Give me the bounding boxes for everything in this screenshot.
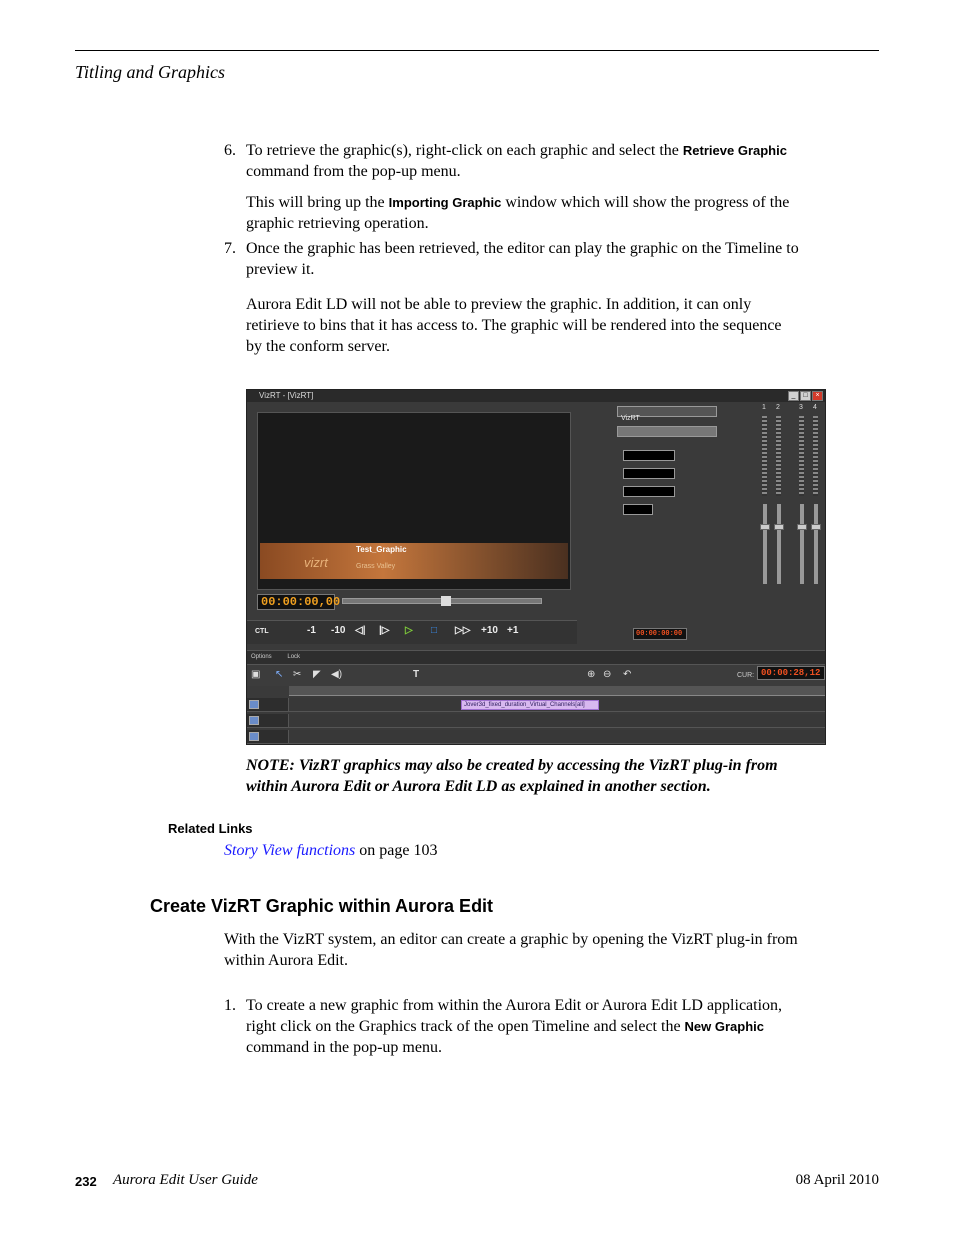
note-text: NOTE: VizRT graphics may also be created by accessing the VizRT plug-in from within Aurora Edit or Aurora Edit LD as explained in another section. bbox=[246, 757, 778, 795]
step-6-number: 6. bbox=[224, 142, 236, 159]
zoom-out-icon[interactable]: ⊖ bbox=[603, 669, 612, 680]
scrub-handle[interactable] bbox=[441, 596, 451, 606]
timeline-clip[interactable]: Jover3d_fixed_duration_Virtual_Channels[all] bbox=[461, 700, 599, 710]
fader-knob[interactable] bbox=[760, 524, 770, 530]
vizrt-logo: vizrt bbox=[304, 555, 328, 570]
video-track[interactable] bbox=[247, 714, 825, 728]
graphic-subtitle: Grass Valley bbox=[356, 563, 396, 570]
window-title: VizRT - [VizRT] bbox=[259, 391, 314, 400]
vizrt-name-field[interactable] bbox=[617, 406, 717, 422]
fader-knob[interactable] bbox=[797, 524, 807, 530]
graphics-track[interactable] bbox=[247, 698, 825, 712]
mark-out-button[interactable]: |▷ bbox=[379, 625, 390, 636]
fader-track bbox=[763, 504, 767, 584]
preview-viewer bbox=[257, 412, 571, 590]
fader-track bbox=[814, 504, 818, 584]
transport-bar bbox=[247, 620, 577, 644]
vgr-field[interactable] bbox=[623, 504, 653, 515]
mark-in-button[interactable]: ◁| bbox=[355, 625, 366, 636]
maximize-icon[interactable]: □ bbox=[800, 391, 811, 401]
out-timecode-field[interactable] bbox=[623, 468, 675, 479]
importing-text-before: This will bring up the bbox=[246, 194, 389, 211]
meter-label-4: 4 bbox=[813, 404, 817, 411]
small-timecode: 00:00:00:00 bbox=[633, 628, 687, 640]
select-tool-icon[interactable]: ↖ bbox=[275, 669, 284, 680]
save-icon[interactable]: ▣ bbox=[251, 669, 261, 680]
step-back-1-button[interactable]: -1 bbox=[307, 625, 316, 636]
step-1-text-before: To create a new graphic from within the Aurora Edit or Aurora Edit LD application, right click on the Graphics track of the open Timeline and select the bbox=[246, 997, 783, 1035]
step-1-text-after: command in the pop-up menu. bbox=[246, 1039, 442, 1056]
step-forward-10-button[interactable]: +10 bbox=[481, 625, 498, 636]
track-header bbox=[247, 714, 289, 727]
timeline-toolbar bbox=[247, 664, 825, 686]
importing-graphic-term: Importing Graphic bbox=[388, 195, 502, 210]
meter-label-2: 2 bbox=[776, 404, 780, 411]
track-icon[interactable] bbox=[249, 716, 259, 725]
header-rule bbox=[75, 50, 879, 51]
in-timecode-field[interactable] bbox=[623, 450, 675, 461]
audio-track[interactable] bbox=[247, 730, 825, 744]
track-header bbox=[247, 730, 289, 743]
description-field[interactable] bbox=[617, 426, 717, 437]
meter-label-1: 1 bbox=[762, 404, 766, 411]
retrieve-graphic-term: Retrieve Graphic bbox=[682, 143, 787, 158]
vizrt-name-text: VizRT bbox=[621, 415, 640, 422]
window-titlebar bbox=[247, 390, 825, 402]
link-page-ref: on page 103 bbox=[355, 842, 438, 859]
step-1-text bbox=[246, 995, 811, 1058]
step-7-number: 7. bbox=[224, 240, 236, 257]
step-7-text: Once the graphic has been retrieved, the editor can play the graphic on the Timeline to preview it. bbox=[246, 240, 799, 278]
step-back-10-button[interactable]: -10 bbox=[331, 625, 346, 636]
play-button[interactable]: ▷ bbox=[405, 625, 413, 636]
meter-bar bbox=[762, 416, 767, 496]
step-6-text-after: command from the pop-up menu. bbox=[246, 163, 461, 180]
step-6-text bbox=[246, 140, 811, 182]
text-tool-icon[interactable]: T bbox=[413, 669, 420, 680]
stop-button[interactable]: □ bbox=[431, 625, 438, 636]
fader-knob[interactable] bbox=[774, 524, 784, 530]
options-menu[interactable]: Options bbox=[251, 654, 272, 660]
scrub-bar[interactable] bbox=[342, 598, 542, 604]
audio-icon[interactable]: ◀) bbox=[331, 669, 343, 680]
fader-track bbox=[777, 504, 781, 584]
guide-title: Aurora Edit User Guide bbox=[113, 1172, 258, 1188]
related-link-line bbox=[224, 842, 437, 860]
audio-meters bbox=[755, 404, 823, 579]
vizrt-screenshot bbox=[246, 389, 826, 745]
step-6-text-before: To retrieve the graphic(s), right-click on each graphic and select the bbox=[246, 142, 683, 159]
cur-label: CUR: bbox=[737, 672, 755, 679]
meter-bar bbox=[813, 416, 818, 496]
step-forward-1-button[interactable]: +1 bbox=[507, 625, 519, 636]
running-head: Titling and Graphics bbox=[75, 62, 226, 82]
marker-icon[interactable]: ◤ bbox=[313, 669, 321, 680]
importing-text-after: window which will show the progress of the graphic retrieving operation. bbox=[246, 194, 790, 232]
track-icon[interactable] bbox=[249, 700, 259, 709]
story-view-functions-link[interactable]: Story View functions bbox=[224, 842, 356, 859]
meter-label-3: 3 bbox=[799, 404, 803, 411]
fader-knob[interactable] bbox=[811, 524, 821, 530]
main-timecode: 00:00:00,00 bbox=[257, 594, 335, 610]
cur-timecode: 00:00:28,12 bbox=[757, 666, 825, 680]
zoom-in-icon[interactable]: ⊕ bbox=[587, 669, 596, 680]
timeline-ruler[interactable] bbox=[289, 686, 826, 696]
lock-toggle[interactable]: Lock bbox=[287, 654, 301, 660]
minimize-icon[interactable]: _ bbox=[788, 391, 799, 401]
new-graphic-term: New Graphic bbox=[684, 1019, 765, 1034]
ctl-label[interactable]: CTL bbox=[255, 628, 269, 635]
section-heading: Create VizRT Graphic within Aurora Edit bbox=[150, 896, 494, 916]
undo-icon[interactable]: ↶ bbox=[623, 669, 632, 680]
vizrt-controls-panel bbox=[577, 404, 752, 604]
razor-icon[interactable]: ✂ bbox=[293, 669, 302, 680]
step-1-number: 1. bbox=[224, 997, 236, 1014]
page-number: 232 bbox=[75, 1174, 97, 1189]
related-links-heading: Related Links bbox=[168, 821, 253, 836]
fader-track bbox=[800, 504, 804, 584]
publication-date: 08 April 2010 bbox=[795, 1172, 879, 1188]
importing-paragraph bbox=[246, 192, 791, 234]
close-icon[interactable]: × bbox=[812, 391, 823, 401]
meter-bar bbox=[776, 416, 781, 496]
lower-third-graphic bbox=[260, 543, 568, 579]
track-icon[interactable] bbox=[249, 732, 259, 741]
ld-paragraph: Aurora Edit LD will not be able to preview the graphic. In addition, it can only retirieve to bins that it has access to. The graphic will be rendered into the sequence by the conform server. bbox=[246, 296, 782, 355]
graphic-title: Test_Graphic bbox=[356, 545, 407, 554]
meter-bar bbox=[799, 416, 804, 496]
track-header bbox=[247, 698, 289, 711]
section-intro: With the VizRT system, an editor can create a graphic by opening the VizRT plug-in from within Aurora Edit. bbox=[224, 931, 798, 969]
duration-field[interactable] bbox=[623, 486, 675, 497]
fast-forward-button[interactable]: ▷▷ bbox=[455, 625, 471, 636]
options-bar bbox=[247, 650, 825, 664]
